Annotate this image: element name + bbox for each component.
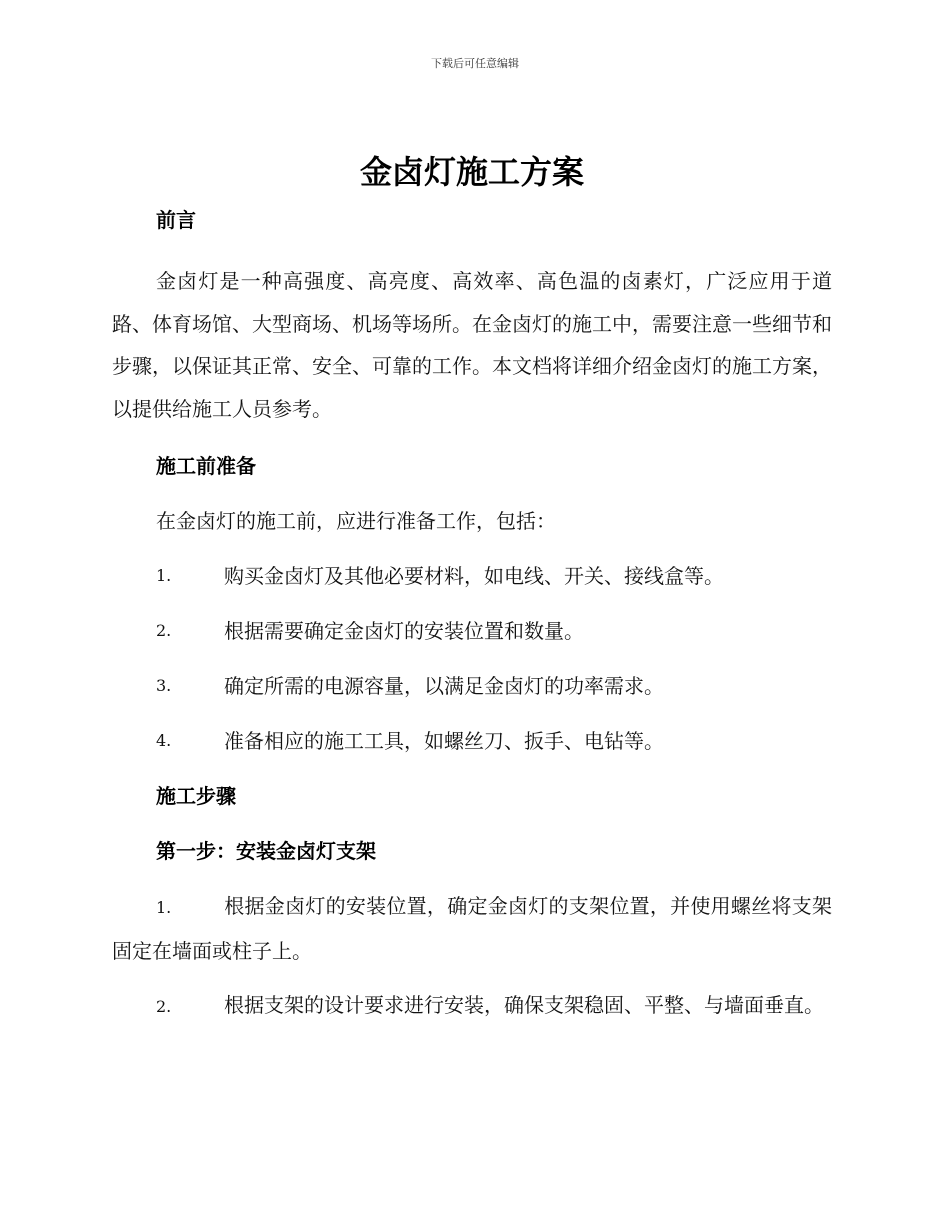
step1-heading: 第一步：安装金卤灯支架 — [156, 839, 376, 863]
list-number: 3. — [156, 676, 172, 695]
list-number: 1. — [156, 566, 172, 585]
list-item — [112, 617, 832, 645]
list-text: 根据需要确定金卤灯的安装位置和数量。 — [224, 619, 584, 643]
preface-heading: 前言 — [156, 208, 196, 232]
list-number: 2. — [156, 621, 172, 640]
list-number: 2. — [156, 997, 172, 1016]
list-item — [112, 984, 832, 1029]
list-text: 准备相应的施工工具，如螺丝刀、扳手、电钻等。 — [224, 729, 664, 753]
list-item — [112, 562, 832, 590]
document-body — [112, 150, 832, 1029]
list-text: 购买金卤灯及其他必要材料，如电线、开关、接线盒等。 — [224, 564, 724, 588]
list-text: 根据金卤灯的安装位置，确定金卤灯的支架位置，并使用螺丝将支架固定在墙面或柱子上。 — [112, 894, 832, 963]
preface-body: 金卤灯是一种高强度、高亮度、高效率、高色温的卤素灯，广泛应用于道路、体育场馆、大型商场、机场等场所。在金卤灯的施工中，需要注意一些细节和步骤，以保证其正常、安全、可靠的工作。本文档将详细介绍金卤灯的施工方案，以提供给施工人员参考。 — [112, 269, 832, 421]
list-text: 根据支架的设计要求进行安装，确保支架稳固、平整、与墙面垂直。 — [224, 993, 824, 1017]
preparation-intro: 在金卤灯的施工前，应进行准备工作，包括： — [156, 509, 556, 533]
list-item — [112, 885, 832, 972]
header-note: 下载后可任意编辑 — [431, 57, 519, 70]
list-number: 1. — [156, 898, 172, 917]
preparation-heading: 施工前准备 — [156, 454, 256, 478]
steps-heading: 施工步骤 — [156, 784, 236, 808]
list-text: 确定所需的电源容量，以满足金卤灯的功率需求。 — [224, 674, 664, 698]
list-number: 4. — [156, 731, 172, 750]
list-item — [112, 727, 832, 755]
document-title: 金卤灯施工方案 — [359, 153, 584, 191]
list-item — [112, 672, 832, 700]
